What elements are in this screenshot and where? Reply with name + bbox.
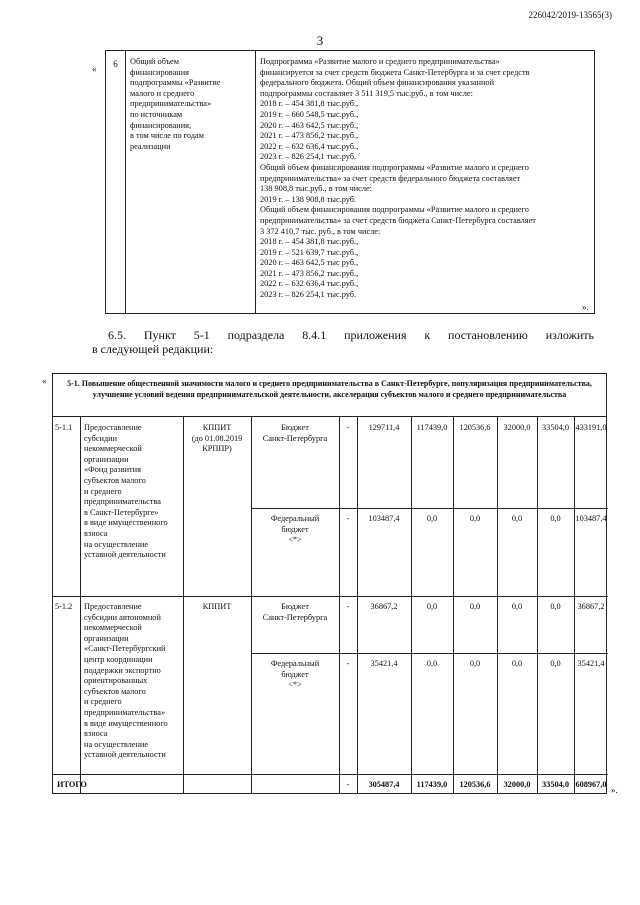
amount-cell: 36867,2 bbox=[577, 602, 605, 611]
funding-source-line: Федеральный bbox=[270, 659, 320, 668]
row-name bbox=[126, 51, 256, 313]
measure-name-line: организации bbox=[84, 633, 129, 643]
measure-name-line: поддержки экспортно bbox=[84, 665, 161, 675]
dash-cell: - bbox=[346, 659, 350, 668]
open-quote: « bbox=[92, 64, 97, 74]
amount-cell: 0,0 bbox=[469, 514, 481, 523]
measure-name-line: ориентированных bbox=[84, 676, 148, 686]
amendment-paragraph bbox=[92, 328, 594, 356]
row-divider bbox=[251, 653, 608, 654]
funding-source-line: <*> bbox=[288, 680, 302, 690]
page-number: 3 bbox=[316, 33, 324, 48]
document-number: 226042/2019-13565(3) bbox=[528, 10, 612, 20]
amount-cell: 0,0 bbox=[469, 659, 481, 668]
measure-name-line: и среднего bbox=[84, 697, 122, 707]
paragraph-line: в следующей редакции: bbox=[92, 342, 214, 356]
funding-source-line: Бюджет bbox=[281, 423, 309, 432]
executor-line: КРППР) bbox=[202, 444, 232, 454]
amount-cell: 0,0 bbox=[550, 514, 561, 523]
body-line: Подпрограмма «Развитие малого и среднего предпринимательства» bbox=[260, 57, 500, 66]
total-label: ИТОГО bbox=[57, 780, 87, 789]
amount-cell: 103487,4 bbox=[575, 514, 607, 523]
total-amount-cell: 608967,0 bbox=[575, 780, 607, 789]
dash-cell: - bbox=[346, 514, 350, 523]
name-line: в том числе по годам bbox=[130, 131, 204, 141]
body-line: предпринимательства» за счет средств бюджета Санкт-Петербурга составляет bbox=[260, 215, 536, 225]
measure-name-line: центр координации bbox=[84, 655, 153, 664]
measure-name-line: в Санкт-Петербурге» bbox=[84, 507, 159, 517]
body-line: 2022 г. – 632 636,4 тыс.руб., bbox=[260, 279, 359, 289]
amount-cell: 0,0 bbox=[511, 514, 523, 523]
amount-cell: 0,0 bbox=[426, 659, 438, 668]
funding-source-line: <*> bbox=[288, 535, 302, 545]
amount-cell: 129711,4 bbox=[368, 423, 400, 432]
body-line: Общий объем финансирования подпрограммы «Развитие малого и среднего bbox=[260, 205, 529, 215]
measure-name-line: в виде имущественного bbox=[84, 518, 168, 528]
body-line: 2021 г. – 473 856,2 тыс.руб., bbox=[260, 268, 359, 278]
measure-name-line: уставной деятельности bbox=[84, 550, 166, 560]
measure-name-line: на осуществление bbox=[84, 539, 149, 549]
amount-cell: 0,0 bbox=[511, 659, 523, 668]
total-amount-cell: 33504,0 bbox=[542, 780, 569, 789]
row-divider bbox=[251, 508, 608, 509]
body-line: 2019 г. – 138 908,8 тыс.руб. bbox=[260, 194, 357, 204]
paragraph-line: 6.5. Пункт 5-1 подраздела 8.4.1 приложения к постановлению изложить bbox=[108, 328, 594, 342]
name-line: подпрограммы «Развитие bbox=[130, 78, 221, 88]
body-line: 2022 г. – 632 636,4 тыс.руб., bbox=[260, 141, 359, 151]
measure-name-line: некоммерческой bbox=[84, 623, 142, 633]
measure-name-line: взноса bbox=[84, 729, 108, 739]
dash-cell: - bbox=[346, 602, 350, 611]
open-quote: « bbox=[42, 376, 47, 386]
measure-name-line: предпринимательства bbox=[84, 497, 161, 507]
funding-source-line: бюджет bbox=[281, 524, 309, 534]
total-amount-cell: 305487,4 bbox=[368, 780, 400, 789]
total-amount-cell: 117439,0 bbox=[416, 780, 448, 789]
amount-cell: 0,0 bbox=[550, 602, 561, 611]
amount-cell: 32000,0 bbox=[503, 423, 531, 432]
body-line: предпринимательства» за счет средств федерального бюджета составляет bbox=[260, 173, 521, 183]
executor-line: КППИТ bbox=[202, 602, 232, 611]
name-line: малого и среднего bbox=[130, 88, 195, 98]
row-number: 6 bbox=[106, 51, 126, 313]
body-line: 2019 г. – 521 639,7 тыс.руб., bbox=[260, 247, 359, 257]
funding-source-line: Санкт-Петербурга bbox=[262, 612, 328, 622]
amount-cell: 0,0 bbox=[426, 602, 438, 611]
measure-name-line: Предоставление bbox=[84, 423, 142, 432]
measure-name-line: субъектов малого bbox=[84, 476, 146, 485]
name-line: Общий объем bbox=[130, 57, 179, 66]
measure-name-line: на осуществление bbox=[84, 739, 149, 749]
measure-name-line: «Санкт-Петербургский bbox=[84, 644, 166, 654]
executor-line: (до 01.08.2019 bbox=[191, 433, 243, 443]
measure-name-line: Предоставление bbox=[84, 602, 142, 611]
name-line: реализации bbox=[130, 141, 171, 151]
amount-cell: 117439,0 bbox=[416, 423, 448, 432]
funding-source-line: Бюджет bbox=[281, 602, 309, 611]
name-line: предпринимательства» bbox=[130, 99, 212, 109]
total-amount-cell: 32000,0 bbox=[503, 780, 531, 789]
amount-cell: 0,0 bbox=[550, 659, 561, 668]
measure-name-line: взноса bbox=[84, 529, 108, 538]
body-line: Общий объем финансирования подпрограммы «Развитие малого и среднего bbox=[260, 162, 529, 172]
row-content bbox=[256, 51, 594, 313]
funding-source-line: Санкт-Петербурга bbox=[262, 433, 328, 443]
total-amount-cell: 120536,6 bbox=[459, 780, 491, 789]
name-line: финансирования bbox=[130, 67, 189, 77]
measure-name-line: в виде имущественного bbox=[84, 718, 168, 728]
measure-name-line: субсидии bbox=[84, 433, 118, 443]
measure-name-line: уставной деятельности bbox=[84, 750, 166, 760]
funding-source-line: бюджет bbox=[281, 669, 309, 679]
body-line: 2021 г. – 473 856,2 тыс.руб., bbox=[260, 131, 359, 141]
financing-table bbox=[105, 50, 595, 314]
measure-name-line: организации bbox=[84, 454, 129, 464]
body-line: 138 908,8 тыс.руб., в том числе: bbox=[260, 184, 372, 194]
measures-table bbox=[52, 373, 607, 794]
amount-cell: 120536,6 bbox=[459, 423, 491, 432]
dash-cell: - bbox=[346, 423, 350, 432]
body-line: финансируется за счет средств бюджета Санкт-Петербурга и за счет средств bbox=[260, 67, 530, 77]
row-number: 5-1.1 bbox=[55, 423, 73, 432]
body-line: 2023 г. – 826 254,1 тыс.руб. bbox=[260, 152, 357, 162]
amount-cell: 103487,4 bbox=[368, 514, 400, 523]
measure-name-line: «Фонд развития bbox=[84, 465, 141, 475]
amount-cell: 433191,0 bbox=[575, 423, 607, 432]
name-line: по источникам bbox=[130, 109, 183, 119]
amount-cell: 35421,4 bbox=[370, 659, 398, 668]
amount-cell: 0,0 bbox=[469, 602, 481, 611]
body-line: 2023 г. – 826 254,1 тыс.руб. bbox=[260, 290, 357, 300]
dash-cell: - bbox=[346, 780, 350, 789]
executor-line: КППИТ bbox=[202, 423, 232, 432]
body-line: подпрограммы составляет 3 511 319,5 тыс.руб., в том числе: bbox=[260, 88, 473, 98]
row-divider bbox=[53, 774, 608, 775]
close-quote: ». bbox=[611, 785, 618, 795]
close-quote: ». bbox=[582, 302, 589, 312]
body-line: 2018 г. – 454 381,8 тыс.руб., bbox=[260, 237, 359, 247]
measure-name-line: предпринимательства» bbox=[84, 708, 166, 717]
measure-name-line: и среднего bbox=[84, 486, 122, 496]
body-line: 2019 г. – 660 548,5 тыс.руб., bbox=[260, 109, 359, 119]
measure-name-line: некоммерческой bbox=[84, 444, 142, 454]
amount-cell: 0,0 bbox=[511, 602, 523, 611]
body-line: 2020 г. – 463 642,5 тыс.руб., bbox=[260, 120, 359, 130]
name-line: финансирования, bbox=[130, 120, 192, 130]
body-line: 3 372 410,7 тыс. руб., в том числе: bbox=[260, 226, 381, 236]
measure-name-line: субсидии автономной bbox=[84, 612, 161, 622]
column-divider bbox=[80, 417, 81, 793]
funding-source-line: Федеральный bbox=[270, 514, 320, 523]
amount-cell: 33504,0 bbox=[542, 423, 569, 432]
measure-name-line: субъектов малого bbox=[84, 686, 146, 696]
body-line: федерального бюджета. Общий объем финансирования указанной bbox=[260, 78, 495, 88]
amount-cell: 35421,4 bbox=[577, 659, 605, 668]
amount-cell: 0,0 bbox=[426, 514, 438, 523]
amount-cell: 36867,2 bbox=[370, 602, 398, 611]
body-line: 2018 г. – 454 381,8 тыс.руб., bbox=[260, 99, 359, 109]
section-header: 5-1. Повышение общественной значимости малого и среднего предпринимательства в Санкт-Петербурге, популяризация предпринимательства, улучшение условий ведения предпринимательской деятельности, акселерация субъектов малого и среднего предпринимательства bbox=[53, 374, 606, 417]
row-divider bbox=[53, 596, 608, 597]
row-number: 5-1.2 bbox=[55, 602, 73, 611]
body-line: 2020 г. – 463 642,5 тыс руб., bbox=[260, 258, 359, 268]
